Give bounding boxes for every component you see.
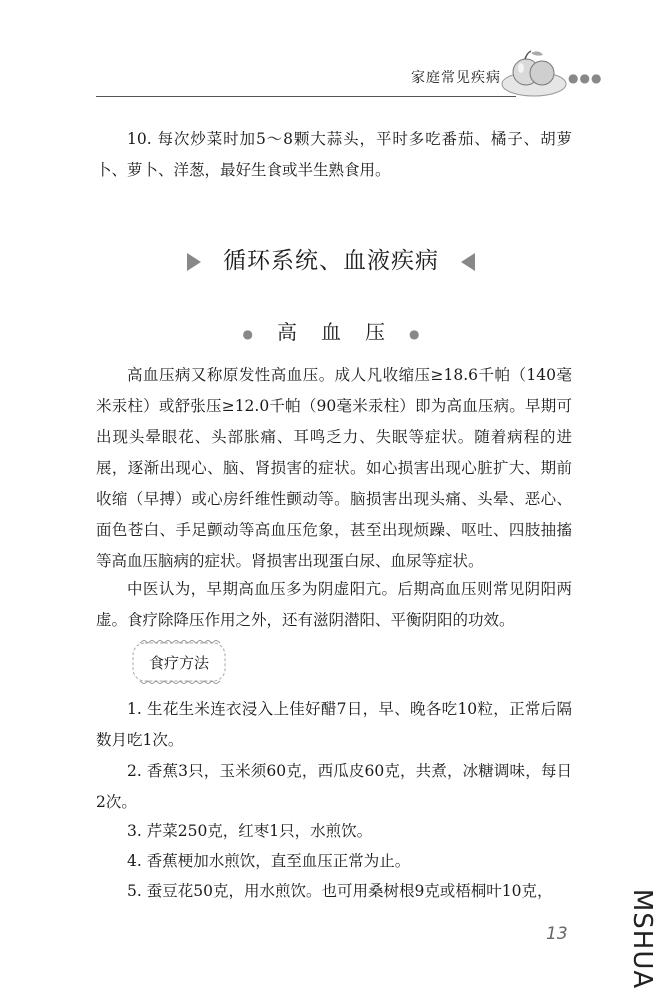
triangle-left-icon	[461, 253, 475, 271]
method-label-box	[130, 640, 228, 684]
subsection-heading	[0, 316, 662, 345]
subsection-char: 压	[365, 320, 385, 344]
triangle-right-icon	[187, 253, 201, 271]
subsection-char: 高	[277, 320, 297, 344]
subsection-char: 血	[321, 320, 341, 344]
remedy-item: 4. 香蕉梗加水煎饮，直至血压正常为止。	[127, 852, 411, 870]
header-rule	[96, 96, 516, 97]
watermark-text: MSHUA	[627, 888, 658, 990]
intro-item: 10. 每次炒菜时加5～8颗大蒜头，平时多吃番茄、橘子、胡萝卜、萝卜、洋葱，最好生食或半生熟食用。	[96, 130, 572, 179]
decorative-dots: ●●●	[568, 71, 603, 85]
page-number: 13	[546, 924, 568, 944]
remedy-item: 5. 蚕豆花50克，用水煎饮。也可用桑树根9克或梧桐叶10克，	[127, 882, 553, 900]
section-title: 循环系统、血液疾病	[223, 248, 439, 274]
remedy-item: 1. 生花生米连衣浸入上佳好醋7日，早、晚各吃10粒，正常后隔数月吃1次。	[96, 700, 572, 749]
dot-icon: ●	[409, 326, 420, 341]
apple-plate-icon	[500, 42, 568, 100]
running-header-title: 家庭常见疾病	[411, 70, 501, 86]
paragraph: 高血压病又称原发性高血压。成人凡收缩压≥18.6千帕（140毫米汞柱）或舒张压≥12.0千帕（90毫米汞柱）即为高血压病。早期可出现头晕眼花、头部胀痛、耳鸣乏力、失眠等症状。随着病程的进展，逐渐出现心、脑、肾损害的症状。如心损害出现心脏扩大、期前收缩（早搏）或心房纤维性颤动等。脑损害出现头痛、头晕、恶心、面色苍白、手足颤动等高血压危象，甚至出现烦躁、呕吐、四肢抽搐等高血压脑病的症状。肾损害出现蛋白尿、血尿等症状。	[96, 366, 572, 570]
section-heading	[0, 242, 662, 275]
remedy-item: 3. 芹菜250克，红枣1只，水煎饮。	[127, 822, 373, 840]
dot-icon: ●	[242, 326, 253, 341]
method-label: 食疗方法	[148, 654, 209, 672]
watermark	[624, 884, 662, 994]
paragraph: 中医认为，早期高血压多为阴虚阳亢。后期高血压则常见阴阳两虚。食疗除降压作用之外，还有滋阴潜阳、平衡阴阳的功效。	[96, 580, 572, 629]
remedy-item: 2. 香蕉3只，玉米须60克，西瓜皮60克，共煮，冰糖调味，每日2次。	[96, 762, 572, 811]
